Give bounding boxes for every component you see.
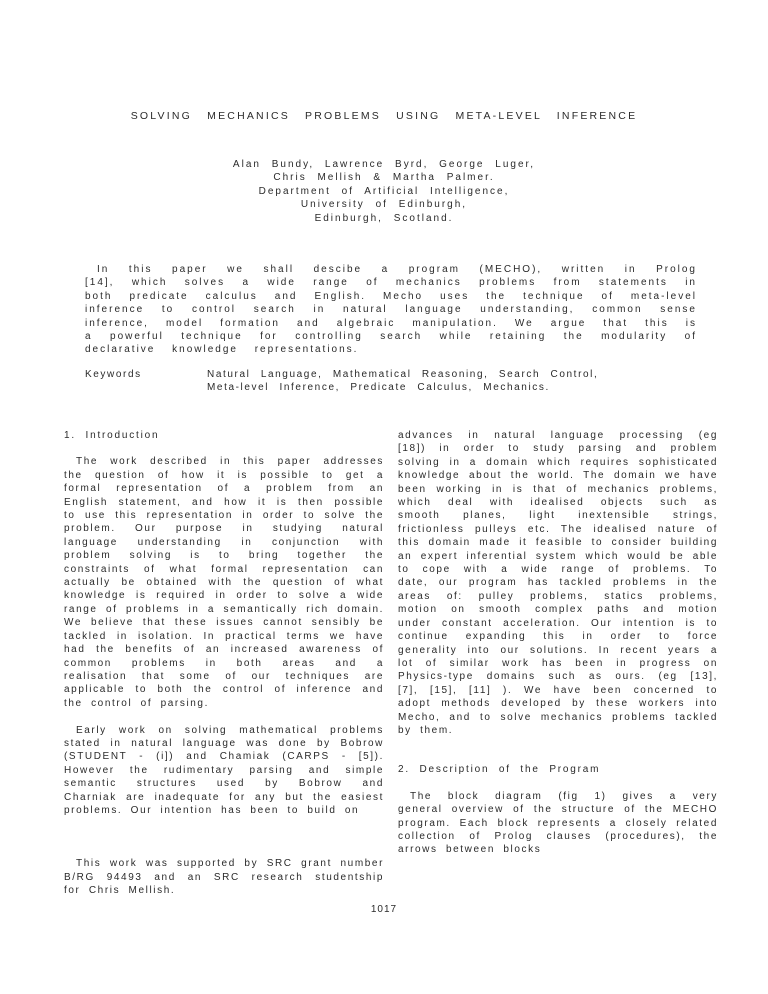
keywords-label: Keywords [85, 369, 142, 380]
section-2-heading: 2. Description of the Program [398, 764, 601, 776]
keywords-line: Natural Language, Mathematical Reasoning, Search Control, [207, 369, 599, 380]
body-columns [64, 429, 718, 898]
author-line: Department of Artificial Intelligence, [258, 185, 510, 197]
left-column [64, 429, 384, 898]
section-1-heading: 1. Introduction [64, 430, 160, 441]
paper-title: SOLVING MECHANICS PROBLEMS USING META-LEVEL INFERENCE [130, 110, 638, 122]
right-column [398, 429, 718, 898]
intro-paragraph-2: Early work on solving mathematical problems stated in natural language was done by Bobrow (STUDENT - (i]) and Chamiak (CARPS - [5]). However the rudimentary parsing and simple semantic structures used by Bobrow and Charniak are inadequate for any but the easiest problems. Our intention has been to build on [64, 724, 384, 816]
intro-paragraph-1: The work described in this paper addresses the question of how it is possible to get a formal representation of a problem from an English statement, and how it is then possible to use this representation in order to solve the problem. Our purpose in studying natural language understanding in conjunction with problem solving is to bring together the constraints of what formal representation can actually be obtained with the question of what knowledge is required in order to solve a wide range of problems in a semantically rich domain. We believe that these issues cannot sensibly be tackled in isolation. In practical terms we have had the benefits of an increased awareness of common problems in both areas and a realisation that some of our techniques are applicable to both the control of inference and the control of parsing. [64, 456, 384, 709]
page-number: 1017 [370, 904, 398, 915]
author-line: University of Edinburgh, [300, 199, 468, 211]
abstract-paragraph: In this paper we shall descibe a program (MECHO), written in Prolog [14], which solves a wide range of mechanics problems from statements in both predicate calculus and English. Mecho uses the technique of meta-level inference to control search in natural language understanding, common sense inference, model formation and algebraic manipulation. We argue that this is a powerful technique for controlling search while retaining the modularity of declarative knowledge representations. [85, 264, 697, 356]
keywords-line: Meta-level Inference, Predicate Calculus, Mechanics. [207, 382, 550, 394]
author-line: Alan Bundy, Lawrence Byrd, George Luger, [232, 159, 536, 170]
keywords-text [207, 368, 598, 395]
author-line: Edinburgh, Scotland. [314, 212, 454, 224]
authors-block [0, 158, 768, 225]
footnote: This work was supported by SRC grant number B/RG 94493 and an SRC research studentship for Chris Mellish. [64, 858, 384, 897]
author-line: Chris Mellish & Martha Palmer. [273, 172, 495, 184]
program-description-paragraph: The block diagram (fig 1) gives a very general overview of the structure of the MECHO program. Each block represents a closely related collection of Prolog clauses (procedures), the arrows between blocks [398, 790, 718, 856]
keywords-block [85, 368, 697, 395]
intro-continuation-paragraph: advances in natural language processing (eg [18]) in order to study parsing and problem solving in a domain which requires sophisticated knowledge about the world. The domain we have been working in is that of mechanics problems, which deal with idealised objects such as smooth planes, light inextensible strings, frictionless pulleys etc. The idealised nature of this domain made it feasible to consider building an expert inferential system which would be able to cope with a wide range of problems. To date, our program has tackled problems in the areas of: pulley problems, statics problems, motion on smooth complex paths and motion under constant acceleration. Our intention is to continue expanding this in order to force generality into our solutions. In recent years a lot of similar work has been in progress on Physics-type domains such as ours. (eg [13], [7], [15], [11] ). We have been concerned to adopt methods developed by these workers into Mecho, and to solve mechanics problems tackled by them. [398, 430, 718, 736]
